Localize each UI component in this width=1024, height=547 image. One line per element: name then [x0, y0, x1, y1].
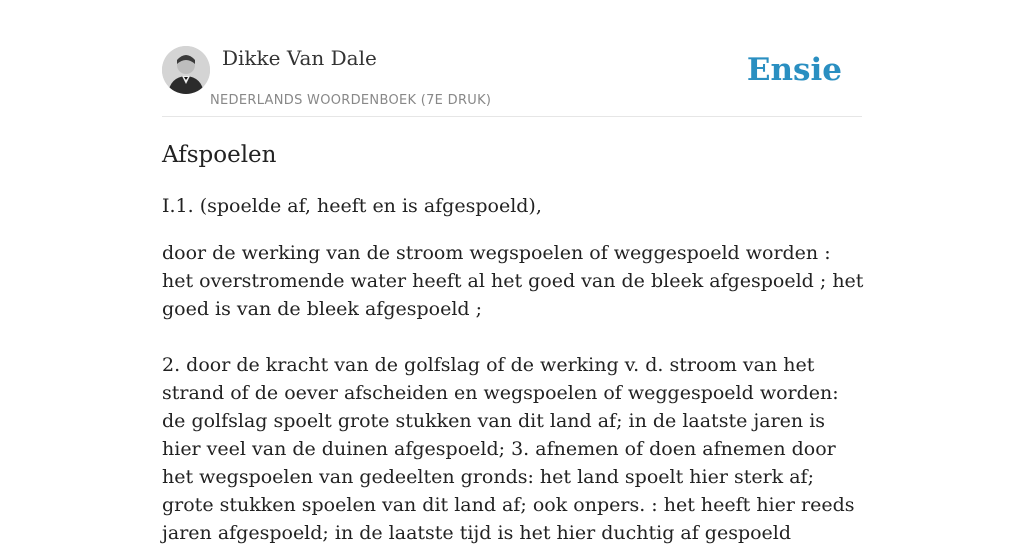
entry-paragraph: door de werking van de stroom wegspoelen of weggespoeld worden : het overstromende water heeft al het goed van de bleek afgespoeld ; het goed is van de bleek afgespoeld ;: [162, 242, 864, 320]
entry-title: Afspoelen: [162, 142, 277, 168]
brand-logo[interactable]: Ensie: [746, 52, 842, 88]
entry-paragraph: I.1. (spoelde af, heeft en is afgespoeld),: [162, 195, 542, 217]
author-avatar[interactable]: [162, 46, 210, 94]
author-name[interactable]: Dikke Van Dale: [222, 46, 377, 70]
source-subtitle[interactable]: NEDERLANDS WOORDENBOEK (7E DRUK): [210, 93, 492, 108]
site-header: [162, 46, 862, 117]
entry-paragraph: 2. door de kracht van de golfslag of de werking v. d. stroom van het strand of de oever afscheiden en wegspoelen of weggespoeld worden: de golfslag spoelt grote stukken van dit land af; in de laatste jaren is hier veel van de duinen afgespoeld; 3. afnemen of doen afnemen door het wegspoelen van gedeelten gronds: het land spoelt hier sterk af; grote stukken spoelen van dit land af; ook onpers. : het heeft hier reeds jaren afgespoeld; in de laatste tijd is het hier duchtig af gespoeld: [162, 354, 855, 544]
portrait-image: [162, 46, 210, 94]
